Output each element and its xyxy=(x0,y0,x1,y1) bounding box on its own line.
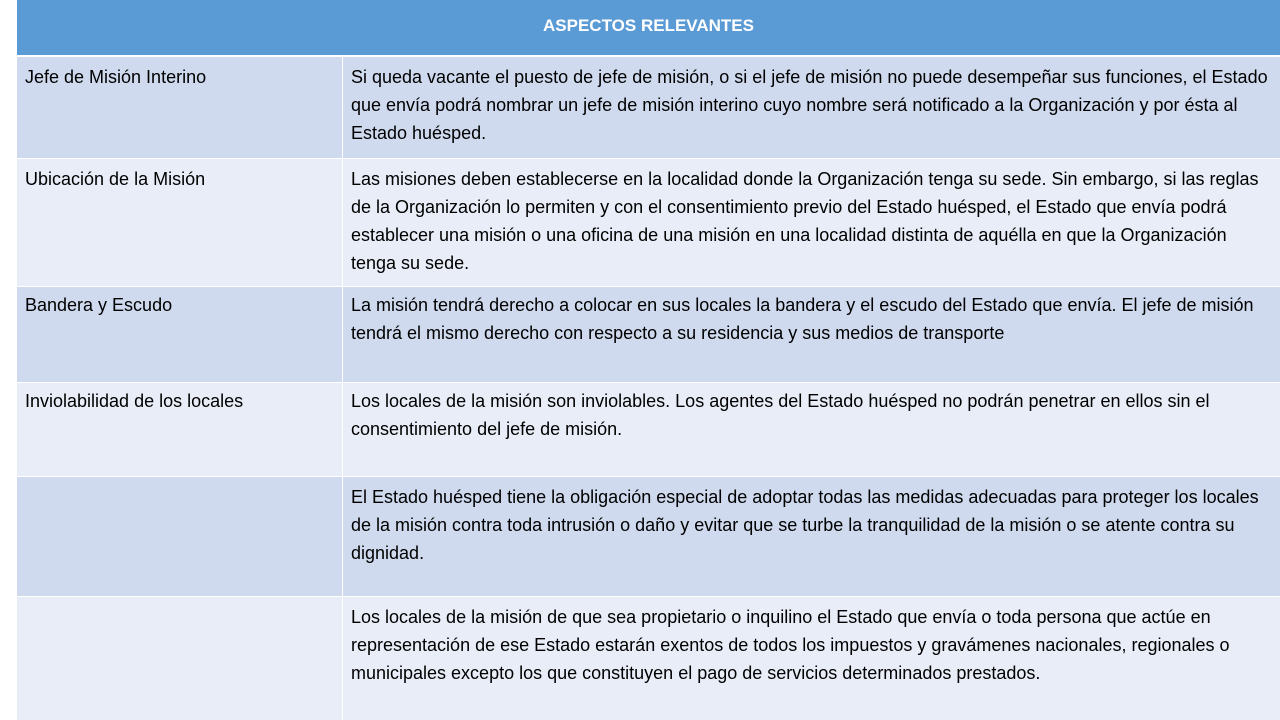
description-cell: Las misiones deben establecerse en la localidad donde la Organización tenga su sede. Sin embargo, si las reglas de la Organización lo permiten y con el consentimiento previo del Estado huésped, el Estado que envía podrá establecer una misión o una oficina de una misión en una localidad distinta de aquélla en que la Organización tenga su sede. xyxy=(343,158,1280,286)
aspect-cell: Inviolabilidad de los locales xyxy=(17,382,343,476)
description-cell: El Estado huésped tiene la obligación especial de adoptar todas las medidas adecuadas para proteger los locales de la misión contra toda intrusión o daño y evitar que se turbe la tranquilidad de la misión o se atente contra su dignidad. xyxy=(343,476,1280,596)
aspects-table xyxy=(16,0,1280,720)
table-row xyxy=(17,476,1280,596)
table-header-row xyxy=(17,0,1280,56)
description-cell: Los locales de la misión de que sea propietario o inquilino el Estado que envía o toda persona que actúe en representación de ese Estado estarán exentos de todos los impuestos y gravámenes nacionales, regionales o municipales excepto los que constituyen el pago de servicios determinados prestados. xyxy=(343,596,1280,720)
table-row xyxy=(17,56,1280,158)
aspect-cell: Jefe de Misión Interino xyxy=(17,56,343,158)
description-cell: Si queda vacante el puesto de jefe de misión, o si el jefe de misión no puede desempeñar sus funciones, el Estado que envía podrá nombrar un jefe de misión interino cuyo nombre será notificado a la Organización y por ésta al Estado huésped. xyxy=(343,56,1280,158)
aspect-cell xyxy=(17,476,343,596)
table-row xyxy=(17,286,1280,382)
table-row xyxy=(17,158,1280,286)
description-cell: La misión tendrá derecho a colocar en sus locales la bandera y el escudo del Estado que envía. El jefe de misión tendrá el mismo derecho con respecto a su residencia y sus medios de transporte xyxy=(343,286,1280,382)
table-row xyxy=(17,382,1280,476)
aspect-cell xyxy=(17,596,343,720)
table-header: ASPECTOS RELEVANTES xyxy=(17,0,1280,56)
aspect-cell: Ubicación de la Misión xyxy=(17,158,343,286)
aspect-cell: Bandera y Escudo xyxy=(17,286,343,382)
table-row xyxy=(17,596,1280,720)
description-cell: Los locales de la misión son inviolables. Los agentes del Estado huésped no podrán penetrar en ellos sin el consentimiento del jefe de misión. xyxy=(343,382,1280,476)
